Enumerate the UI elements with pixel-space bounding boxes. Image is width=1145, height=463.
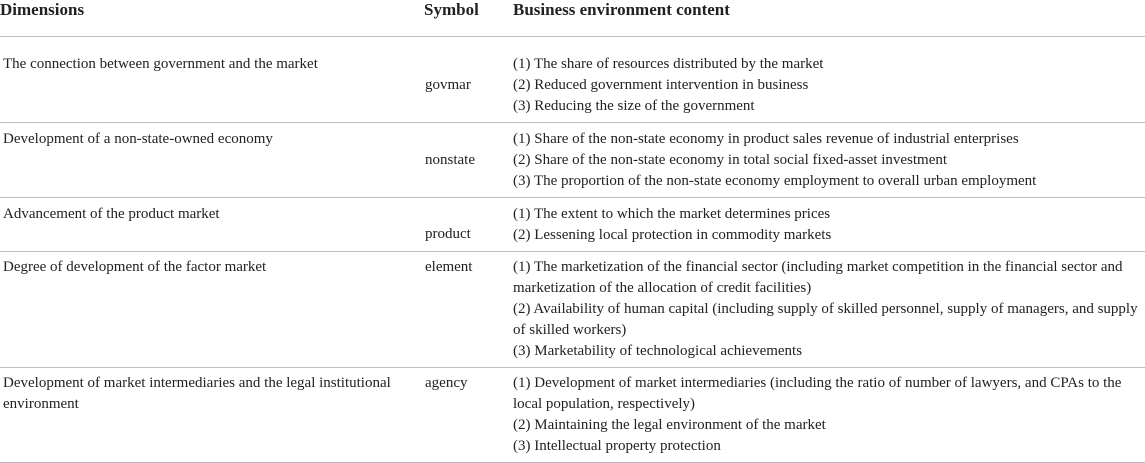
content-item: (3) Reducing the size of the government — [513, 98, 755, 114]
dimension-cell: Degree of development of the factor market — [0, 252, 424, 368]
dimension-cell: Advancement of the product market — [0, 198, 424, 252]
content-item: (2) Share of the non-state economy in total social fixed-asset investment — [513, 152, 948, 168]
symbol-text: nonstate — [425, 152, 475, 168]
table-row — [0, 252, 1145, 368]
table-row — [0, 37, 1145, 123]
content-item: (1) The marketization of the financial sector (including market competition in the financial sector and marketization of the allocation of credit facilities) — [513, 259, 1123, 296]
symbol-cell — [424, 368, 513, 463]
header-dimensions: Dimensions — [0, 0, 424, 37]
symbol-text: product — [425, 226, 471, 242]
symbol-cell — [424, 198, 513, 252]
dimension-cell: Development of market intermediaries and the legal institutional environment — [0, 368, 424, 463]
symbol-text: agency — [425, 375, 468, 391]
symbol-cell — [424, 252, 513, 368]
content-item: (1) Development of market intermediaries (including the ratio of number of lawyers, and CPAs to the local population, respectively) — [513, 375, 1122, 412]
content-item: (3) The proportion of the non-state economy employment to overall urban employment — [513, 173, 1037, 189]
header-symbol: Symbol — [424, 0, 513, 37]
table-row — [0, 123, 1145, 198]
dimension-cell: The connection between government and the market — [0, 37, 424, 123]
content-cell — [513, 37, 1145, 123]
content-item: (2) Lessening local protection in commodity markets — [513, 227, 832, 243]
table-row — [0, 368, 1145, 463]
symbol-text: govmar — [425, 77, 471, 93]
symbol-text: element — [425, 259, 473, 275]
content-cell — [513, 368, 1145, 463]
content-item: (2) Availability of human capital (including supply of skilled personnel, supply of managers, and supply of skilled workers) — [513, 301, 1138, 338]
content-item: (2) Maintaining the legal environment of the market — [513, 417, 826, 433]
content-item: (3) Marketability of technological achievements — [513, 343, 803, 359]
header-content: Business environment content — [513, 0, 1145, 37]
content-item: (1) Share of the non-state economy in product sales revenue of industrial enterprises — [513, 131, 1019, 147]
content-item: (1) The extent to which the market determines prices — [513, 206, 831, 222]
content-item: (2) Reduced government intervention in business — [513, 77, 809, 93]
symbol-cell — [424, 123, 513, 198]
symbol-cell — [424, 37, 513, 123]
table-row — [0, 198, 1145, 252]
dimension-cell: Development of a non-state-owned economy — [0, 123, 424, 198]
table-header-row — [0, 0, 1145, 37]
content-item: (3) Intellectual property protection — [513, 438, 721, 454]
content-cell — [513, 198, 1145, 252]
content-cell — [513, 252, 1145, 368]
content-item: (1) The share of resources distributed by the market — [513, 56, 824, 72]
content-cell — [513, 123, 1145, 198]
